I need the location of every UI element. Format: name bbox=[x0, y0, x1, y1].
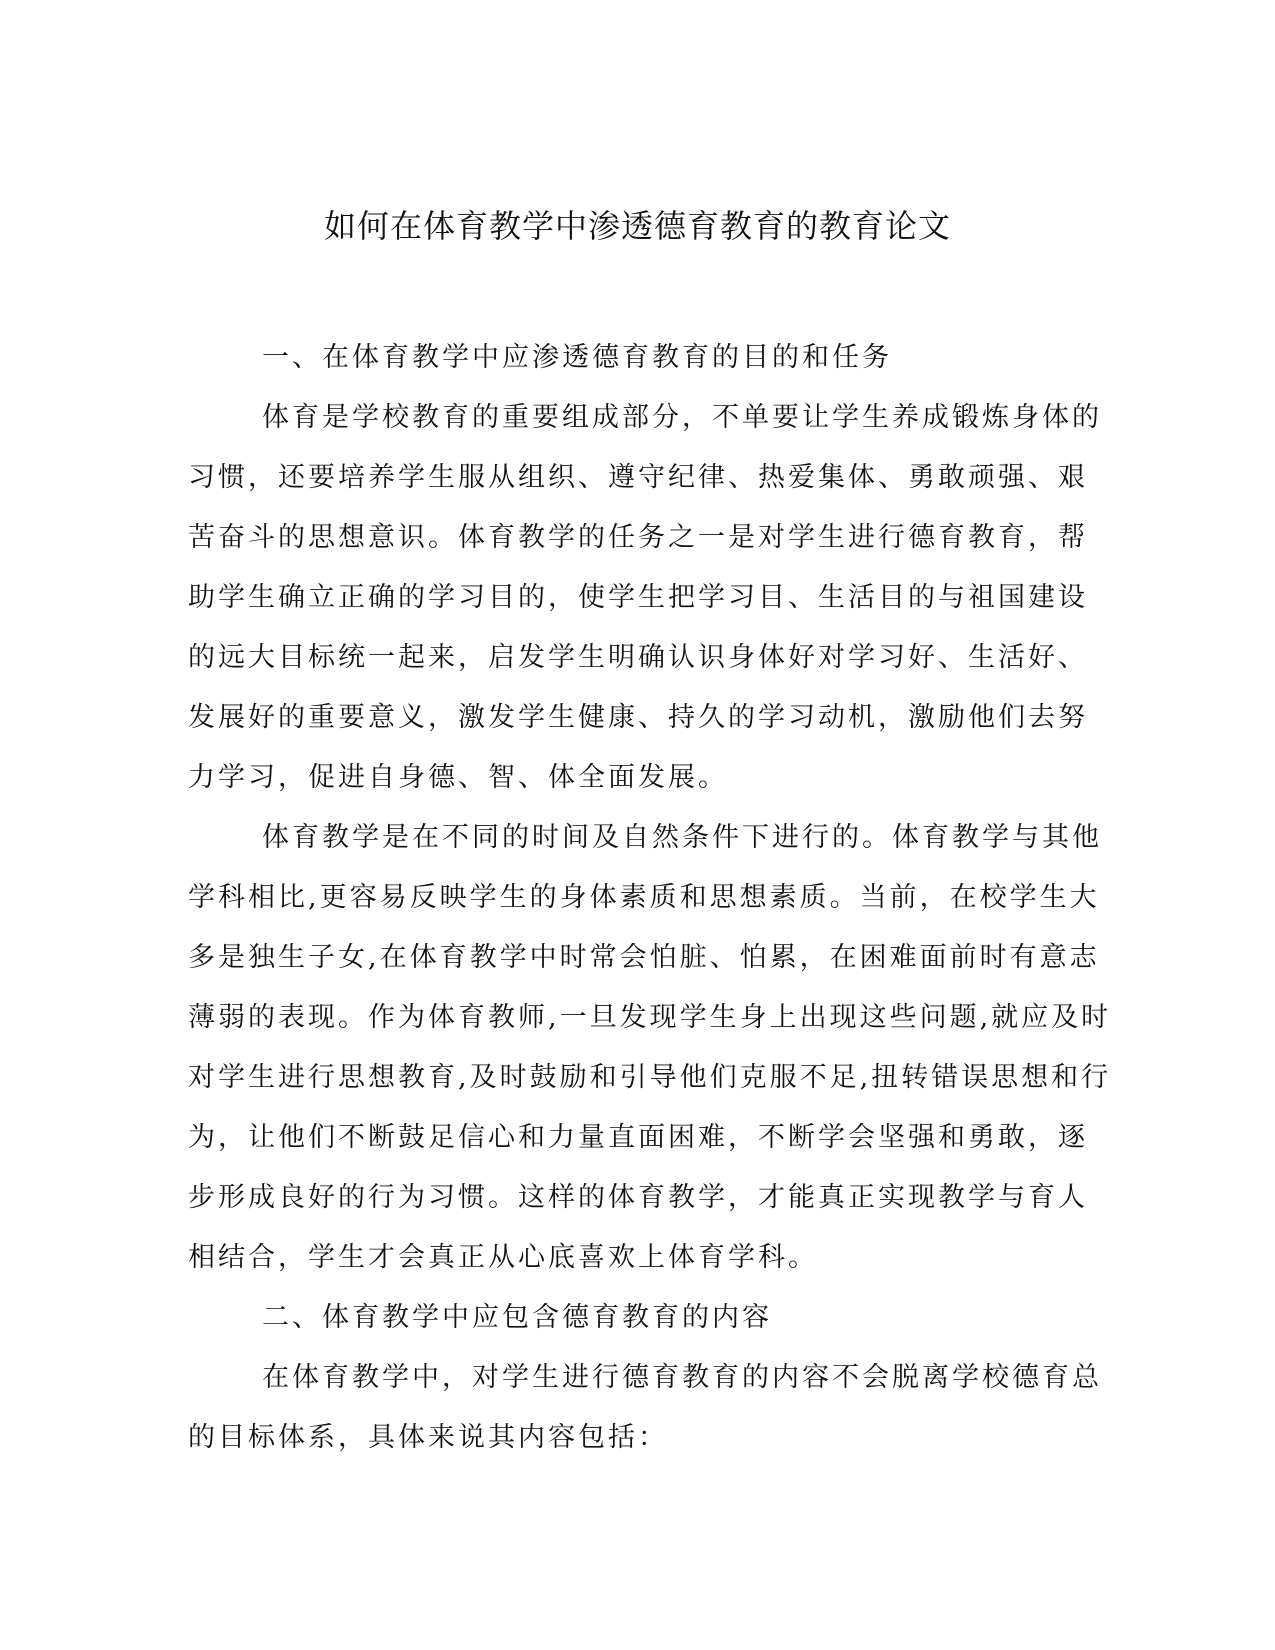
document-body bbox=[188, 328, 1112, 1468]
paragraph-line: 习惯，还要培养学生服从组织、遵守纪律、热爱集体、勇敢顽强、艰 bbox=[188, 462, 1088, 493]
paragraph-line: 助学生确立正确的学习目的，使学生把学习目、生活目的与祖国建设 bbox=[188, 582, 1088, 613]
paragraph-line: 步形成良好的行为习惯。这样的体育教学，才能真正实现教学与育人 bbox=[188, 1182, 1088, 1213]
paragraph-line: 相结合，学生才会真正从心底喜欢上体育学科。 bbox=[188, 1242, 818, 1273]
paragraph-line: 为，让他们不断鼓足信心和力量直面困难，不断学会坚强和勇敢，逐 bbox=[188, 1122, 1088, 1153]
paragraph-line: 发展好的重要意义，激发学生健康、持久的学习动机，激励他们去努 bbox=[188, 702, 1088, 733]
paragraph-line: 学科相比,更容易反映学生的身体素质和思想素质。当前，在校学生大 bbox=[188, 882, 1100, 913]
paragraph-line: 在体育教学中，对学生进行德育教育的内容不会脱离学校德育总 bbox=[262, 1362, 1102, 1393]
paragraph-line: 的目标体系，具体来说其内容包括： bbox=[188, 1422, 668, 1453]
paragraph-line: 的远大目标统一起来，启发学生明确认识身体好对学习好、生活好、 bbox=[188, 642, 1088, 673]
paragraph-line: 力学习，促进自身德、智、体全面发展。 bbox=[188, 762, 728, 793]
paragraph-line: 体育是学校教育的重要组成部分，不单要让学生养成锻炼身体的 bbox=[262, 402, 1102, 433]
paragraph-line: 对学生进行思想教育,及时鼓励和引导他们克服不足,扭转错误思想和行 bbox=[188, 1062, 1112, 1093]
document-title: 如何在体育教学中渗透德育教育的教育论文 bbox=[323, 207, 951, 245]
paragraph-line: 体育教学是在不同的时间及自然条件下进行的。体育教学与其他 bbox=[262, 822, 1102, 853]
paragraph-3 bbox=[188, 1348, 1102, 1468]
paragraph-2 bbox=[188, 808, 1112, 1288]
paragraph-line: 苦奋斗的思想意识。体育教学的任务之一是对学生进行德育教育，帮 bbox=[188, 522, 1088, 553]
section-heading-1: 一、在体育教学中应渗透德育教育的目的和任务 bbox=[262, 342, 892, 373]
paragraph-1 bbox=[188, 388, 1102, 808]
section-heading-2: 二、体育教学中应包含德育教育的内容 bbox=[262, 1302, 772, 1333]
paragraph-line: 薄弱的表现。作为体育教师,一旦发现学生身上出现这些问题,就应及时 bbox=[188, 1002, 1112, 1033]
paragraph-line: 多是独生子女,在体育教学中时常会怕脏、怕累，在困难面前时有意志 bbox=[188, 942, 1100, 973]
